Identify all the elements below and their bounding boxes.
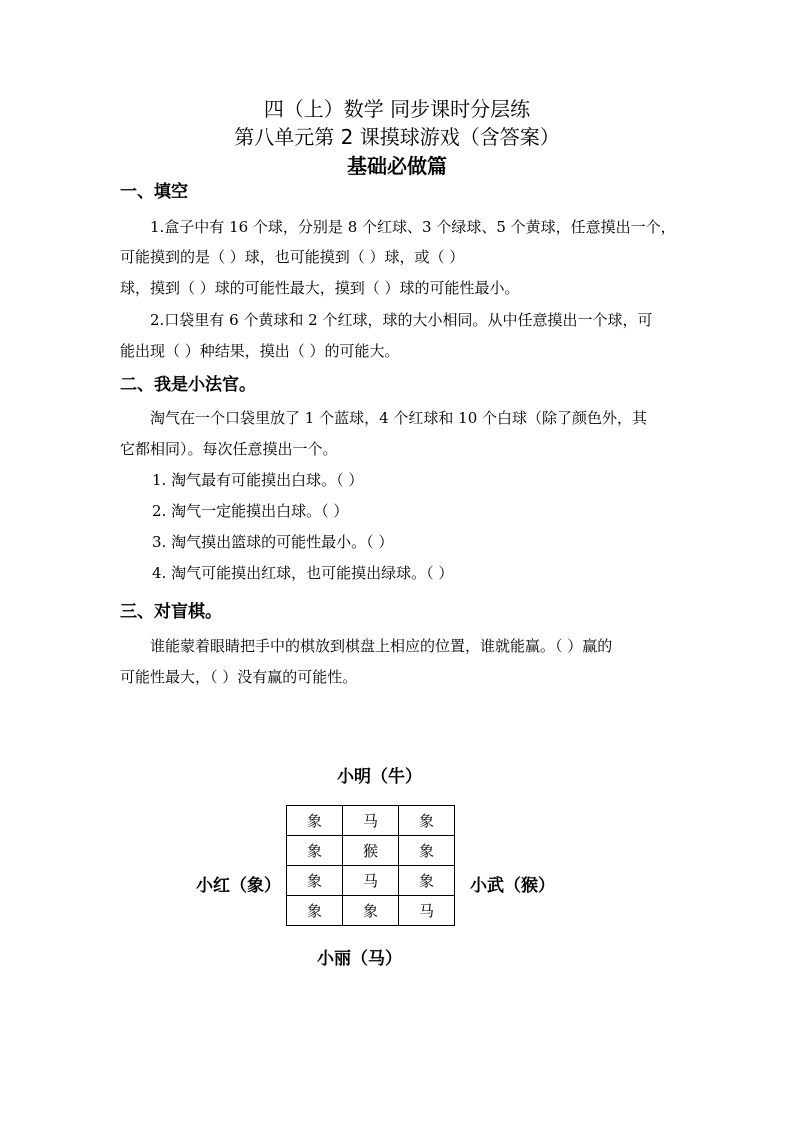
q2-line1: 2.口袋里有 6 个黄球和 2 个红球，球的大小相同。从中任意摸出一个球，可: [150, 311, 653, 329]
judge-item-1: 1. 淘气最有可能摸出白球。（ ）: [152, 471, 364, 489]
player-right-label: 小武（猴）: [470, 876, 555, 896]
judge-item-3: 3. 淘气摸出篮球的可能性最小。（ ）: [152, 533, 394, 551]
board-row: [287, 836, 455, 866]
board-cell: 象: [287, 836, 343, 866]
board-cell: 马: [343, 806, 399, 836]
doc-subtitle: 基础必做篇: [347, 154, 447, 178]
q1-line3: 球，摸到（ ）球的可能性最大，摸到（ ）球的可能性最小。: [120, 279, 520, 297]
q2-line2: 能出现（ ）种结果，摸出（ ）的可能大。: [120, 342, 400, 360]
q1-line1: 1.盒子中有 16 个球，分别是 8 个红球、3 个绿球、5 个黄球，任意摸出一个，: [150, 218, 676, 236]
board-row: [287, 896, 455, 926]
chess-text-line1: 谁能蒙着眼睛把手中的棋放到棋盘上相应的位置，谁就能赢。（ ）赢的: [150, 637, 613, 655]
judge-intro-line1: 淘气在一个口袋里放了 1 个蓝球，4 个红球和 10 个白球（除了颜色外，其: [150, 409, 648, 427]
board-row: [287, 866, 455, 896]
board-cell: 猴: [343, 836, 399, 866]
board-cell: 马: [343, 866, 399, 896]
judge-item-4: 4. 淘气可能摸出红球，也可能摸出绿球。（ ）: [152, 564, 454, 582]
section-heading-fill-blank: 一、填空: [120, 182, 188, 202]
section-heading-judge: 二、我是小法官。: [120, 375, 256, 395]
board-cell: 象: [287, 806, 343, 836]
doc-title-line2: 第八单元第 2 课摸球游戏（含答案）: [234, 125, 560, 149]
board-cell: 象: [287, 896, 343, 926]
judge-item-2: 2. 淘气一定能摸出白球。（ ）: [152, 502, 349, 520]
q1-line2: 可能摸到的是（ ）球，也可能摸到（ ）球，或（ ）: [120, 248, 465, 266]
board-cell: 象: [343, 896, 399, 926]
player-top-label: 小明（牛）: [337, 767, 422, 787]
board-cell: 象: [399, 806, 455, 836]
board-cell: 马: [399, 896, 455, 926]
section-heading-blind-chess: 三、对盲棋。: [120, 602, 222, 622]
judge-intro-line2: 它都相同）。每次任意摸出一个。: [120, 440, 338, 458]
board-cell: 象: [287, 866, 343, 896]
player-left-label: 小红（象）: [196, 876, 281, 896]
chess-board: [286, 805, 455, 926]
chess-text-line2: 可能性最大，（ ）没有赢的可能性。: [120, 668, 358, 686]
doc-title-line1: 四（上）数学 同步课时分层练: [263, 97, 531, 121]
board-cell: 象: [399, 866, 455, 896]
player-bottom-label: 小丽（马）: [317, 949, 402, 969]
board-cell: 象: [399, 836, 455, 866]
board-row: [287, 806, 455, 836]
